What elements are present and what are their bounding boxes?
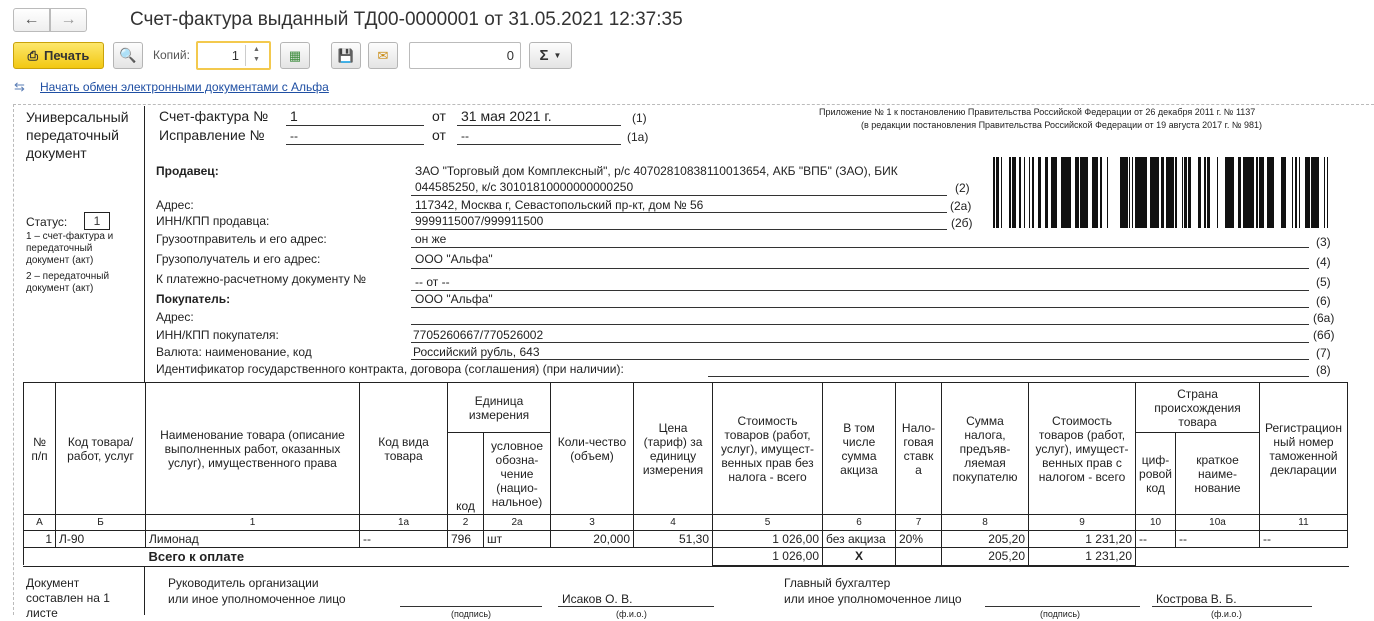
copies-label: Копий:	[153, 48, 190, 62]
table-letters-row	[24, 515, 1348, 531]
accountant-name-line	[1152, 606, 1312, 607]
table-total-row	[24, 548, 1348, 566]
sum-dropdown-button[interactable]	[529, 42, 572, 69]
invoice-number-line	[286, 125, 424, 126]
total-excise: X	[823, 548, 896, 566]
buyer-inn: 7705260667/770526002	[413, 328, 544, 342]
seller-line-1: ЗАО "Торговый дом Комплексный", р/с 40702810838110013654, АКБ "ВПБ" (ЗАО), БИК	[415, 164, 898, 178]
appendix-line-1: Приложение № 1 к постановлению Правительства Российской Федерации от 26 декабря 2011 г. № 1137	[819, 107, 1256, 117]
payment-doc-label: К платежно-расчетному документу №	[156, 272, 367, 286]
accountant-sign-caption: (подпись)	[1040, 609, 1081, 619]
contract-line	[708, 376, 1309, 377]
column-letter: 6	[823, 515, 896, 531]
contract-label: Идентификатор государственного контракта, договора (соглашения) (при наличии):	[156, 362, 624, 376]
edo-icon: ⇆	[14, 79, 25, 94]
row-cost-wo-tax: 1 026,00	[713, 531, 823, 548]
footer-divider	[144, 566, 145, 615]
appendix-line-2: (в редакции постановления Правительства Российской Федерации от 19 августа 2017 г. № 981)	[861, 120, 1263, 130]
column-letter: 1	[146, 515, 360, 531]
shipper-line	[411, 247, 1309, 248]
status-note-1: 1 – счет-фактура и передаточный документ (акт)	[26, 231, 114, 266]
save-button[interactable]	[331, 42, 361, 69]
header-excise: В том числе сумма акциза	[823, 383, 896, 515]
seller-inn-line	[411, 229, 947, 230]
total-tax: 205,20	[942, 548, 1029, 566]
buyer-value: ООО "Альфа"	[415, 292, 493, 306]
copies-stepper[interactable]: ▲ ▼	[245, 45, 267, 66]
header-qty: Коли-чество (объем)	[551, 383, 634, 515]
code-6b: (6б)	[1313, 328, 1335, 342]
copies-value: 1	[231, 48, 239, 63]
invoice-from-label: от	[432, 108, 446, 124]
accountant-label-1: Главный бухгалтер	[784, 576, 891, 590]
table-settings-icon: ▦	[288, 47, 302, 63]
code-5: (5)	[1316, 275, 1331, 289]
row-unit-code: 796	[448, 531, 484, 548]
buyer-inn-label: ИНН/КПП покупателя:	[156, 328, 279, 342]
invoice-label: Счет-фактура №	[159, 108, 269, 124]
header-name: Наименование товара (описание выполненных работ, оказанных услуг), имущественного права	[146, 383, 360, 515]
edo-link[interactable]: Начать обмен электронными документами с Альфа	[40, 80, 329, 94]
header-customs: Регистрацион ный номер таможенной декларации	[1260, 383, 1348, 515]
row-kind: --	[360, 531, 448, 548]
currency-label: Валюта: наименование, код	[156, 345, 312, 359]
payment-doc-value: -- от --	[415, 275, 450, 289]
row-price: 51,30	[634, 531, 713, 548]
code-6a: (6а)	[1313, 311, 1335, 325]
header-code: Код товара/ работ, услуг	[56, 383, 146, 515]
header-country-name: краткое наиме-нование	[1176, 433, 1260, 515]
table-row	[24, 531, 1348, 548]
status-label: Статус:	[26, 215, 68, 229]
shipper-value: он же	[415, 232, 447, 246]
accountant-label-2: или иное уполномоченное лицо	[784, 592, 962, 606]
currency-value: Российский рубль, 643	[413, 345, 540, 359]
status-value: 1	[84, 212, 110, 230]
sigma-icon: Σ	[539, 47, 549, 64]
seller-line	[411, 195, 947, 196]
column-letter: 1а	[360, 515, 448, 531]
header-cost-wo-tax: Стоимость товаров (работ, услуг), имущест-венных прав без налога - всего	[713, 383, 823, 515]
buyer-label: Покупатель:	[156, 292, 231, 306]
row-rate: 20%	[896, 531, 942, 548]
head-label-2: или иное уполномоченное лицо	[168, 592, 346, 606]
column-letter: 10	[1136, 515, 1176, 531]
header-unit: Единица измерения	[448, 383, 551, 433]
head-sign-caption: (подпись)	[451, 609, 492, 619]
head-label-1: Руководитель организации	[168, 576, 319, 590]
code-2: (2)	[955, 181, 970, 195]
accountant-fio-caption: (ф.и.о.)	[1211, 609, 1242, 619]
buyer-inn-line	[411, 342, 1309, 343]
head-sign-line	[400, 606, 542, 607]
correction-number-line	[286, 144, 424, 145]
seller-inn: 9999115007/999911500	[415, 214, 544, 228]
invoice-table	[23, 382, 1348, 566]
column-letter: 8	[942, 515, 1029, 531]
header-num: № п/п	[24, 383, 56, 515]
header-kind: Код вида товара	[360, 383, 448, 515]
seller-address: 117342, Москва г, Севастопольский пр-кт, дом № 56	[415, 198, 704, 212]
row-excise: без акциза	[823, 531, 896, 548]
arrow-right-icon: →	[60, 11, 77, 28]
upd-divider	[144, 106, 145, 382]
header-unit-name: условное обозна-чение (нацио-нальное)	[484, 433, 551, 515]
invoice-date-line	[457, 125, 621, 126]
header-country-code: циф-ровой код	[1136, 433, 1176, 515]
invoice-number: 1	[290, 108, 298, 124]
head-fio-caption: (ф.и.о.)	[616, 609, 647, 619]
row-unit-name: шт	[484, 531, 551, 548]
row-qty: 20,000	[551, 531, 634, 548]
column-letter: 11	[1260, 515, 1348, 531]
arrow-left-icon: ←	[23, 11, 40, 28]
row-num: 1	[24, 531, 56, 548]
correction-date-line	[457, 144, 621, 145]
accountant-name: Кострова В. Б.	[1156, 592, 1237, 606]
header-unit-code: код	[448, 433, 484, 515]
row-country-code: --	[1136, 531, 1176, 548]
invoice-date: 31 мая 2021 г.	[461, 108, 552, 124]
code-4: (4)	[1316, 255, 1331, 269]
seller-address-line	[411, 212, 947, 213]
head-name-line	[558, 606, 714, 607]
row-tax: 205,20	[942, 531, 1029, 548]
upd-label: Универсальный передаточный документ	[26, 109, 129, 161]
code-6: (6)	[1316, 294, 1331, 308]
currency-line	[411, 359, 1309, 360]
consignee-value: ООО "Альфа"	[415, 252, 493, 266]
column-letter: 4	[634, 515, 713, 531]
seller-line-2: 044585250, к/с 30101810000000000250	[415, 180, 634, 194]
row-name: Лимонад	[146, 531, 360, 548]
column-letter: Б	[56, 515, 146, 531]
correction-from-label: от	[432, 127, 446, 143]
magnifier-icon: 🔍	[119, 47, 137, 63]
row-cost-with-tax: 1 231,20	[1029, 531, 1136, 548]
head-name: Исаков О. В.	[562, 592, 633, 606]
code-3: (3)	[1316, 235, 1331, 249]
total-label: Всего к оплате	[148, 549, 245, 564]
print-label: Печать	[44, 48, 90, 63]
table-bottom-line	[23, 566, 1349, 567]
seller-label: Продавец:	[156, 164, 219, 178]
column-letter: 10а	[1176, 515, 1260, 531]
envelope-icon: ✉	[377, 47, 389, 63]
seller-inn-label: ИНН/КПП продавца:	[156, 214, 270, 228]
buyer-line	[411, 307, 1309, 308]
buyer-address-label: Адрес:	[156, 310, 194, 324]
code-7: (7)	[1316, 346, 1331, 360]
header-cost-with-tax: Стоимость товаров (работ, услуг), имущест-венных прав с налогом - всего	[1029, 383, 1136, 515]
correction-date: --	[461, 129, 469, 143]
total-cost-with-tax: 1 231,20	[1029, 548, 1136, 566]
window-title: Счет-фактура выданный ТД00-0000001 от 31.05.2021 12:37:35	[130, 9, 683, 30]
back-button[interactable]	[13, 8, 50, 32]
correction-label: Исправление №	[159, 127, 265, 143]
code-2a: (2а)	[950, 199, 972, 213]
print-button[interactable]	[13, 42, 104, 69]
header-price: Цена (тариф) за единицу измерения	[634, 383, 713, 515]
printer-icon: ⎙	[27, 47, 38, 63]
column-letter: 2	[448, 515, 484, 531]
table-header-row-1	[24, 383, 1348, 433]
column-letter: 9	[1029, 515, 1136, 531]
correction-number: --	[290, 129, 298, 143]
consignee-label: Грузополучатель и его адрес:	[156, 252, 321, 266]
header-country: Страна происхождения товара	[1136, 383, 1260, 433]
shipper-label: Грузоотправитель и его адрес:	[156, 232, 327, 246]
total-cost-wo-tax: 1 026,00	[713, 548, 823, 566]
row-customs: --	[1260, 531, 1348, 548]
code-8: (8)	[1316, 363, 1331, 377]
column-letter: 5	[713, 515, 823, 531]
chevron-down-icon: ▼	[553, 51, 562, 60]
preview-button[interactable]	[113, 42, 143, 69]
barcode-image	[993, 157, 1328, 228]
row-code: Л-90	[56, 531, 146, 548]
code-1a: (1а)	[627, 130, 649, 144]
copies-input[interactable]	[196, 41, 271, 70]
column-letter: 7	[896, 515, 942, 531]
email-button[interactable]	[368, 42, 398, 69]
header-rate: Нало-говая ставк а	[896, 383, 942, 515]
row-country-name: --	[1176, 531, 1260, 548]
column-letter: А	[24, 515, 56, 531]
seller-address-label: Адрес:	[156, 198, 194, 212]
status-note-2: 2 – передаточный документ (акт)	[26, 271, 110, 294]
sum-field[interactable]: 0	[409, 42, 521, 69]
payment-doc-line	[411, 290, 1309, 291]
column-letter: 2а	[484, 515, 551, 531]
column-letter: 3	[551, 515, 634, 531]
forward-button[interactable]	[50, 8, 87, 32]
floppy-icon: 💾	[337, 47, 355, 63]
header-tax: Сумма налога, предъяв-ляемая покупателю	[942, 383, 1029, 515]
code-1: (1)	[632, 111, 647, 125]
code-2b: (2б)	[951, 216, 973, 230]
accountant-sign-line	[985, 606, 1140, 607]
settings-button[interactable]	[280, 42, 310, 69]
doc-pages: Документ составлен на 1 листе	[26, 576, 110, 620]
consignee-line	[411, 268, 1309, 269]
buyer-address-line	[411, 324, 1309, 325]
